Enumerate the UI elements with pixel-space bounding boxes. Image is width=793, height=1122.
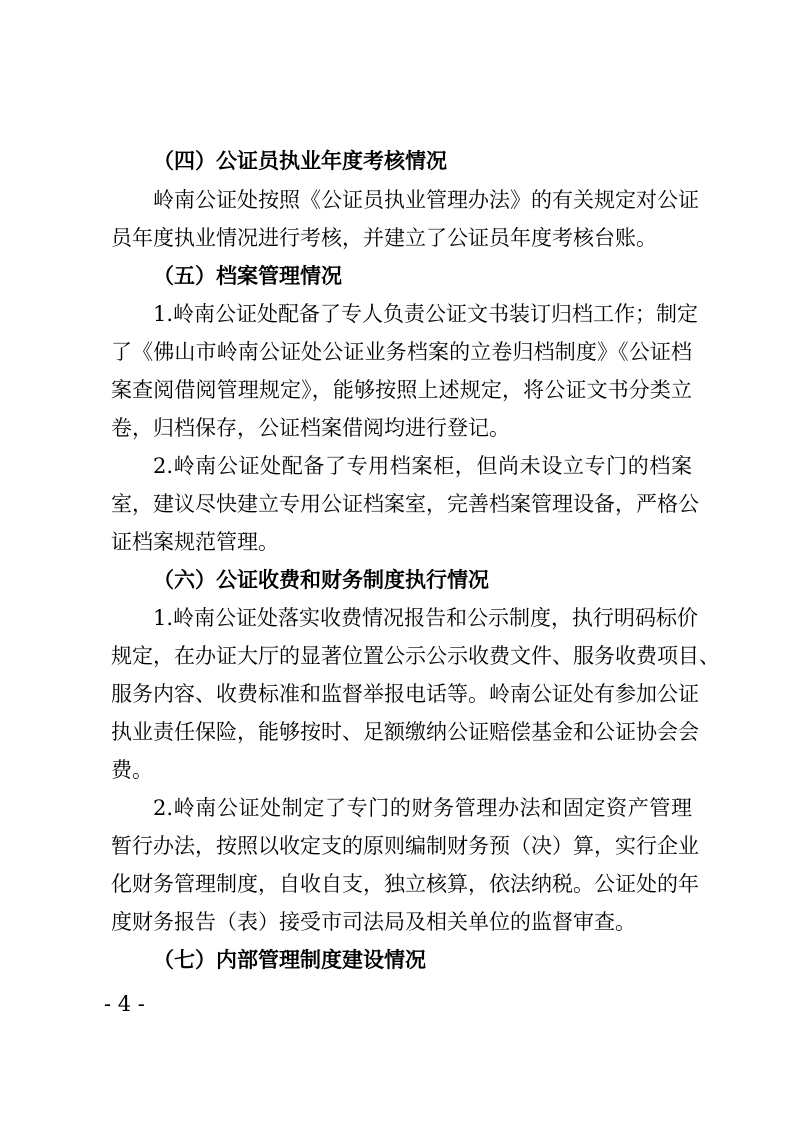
section-5-paragraph-2-line: 2.岭南公证处配备了专用档案柜，但尚未设立专门的档案: [153, 454, 692, 478]
section-4-paragraph-line: 员年度执业情况进行考核，并建立了公证员年度考核台账。: [111, 226, 657, 250]
section-6-paragraph-2-line: 化财务管理制度，自收自支，独立核算，依法纳税。公证处的年: [111, 872, 699, 896]
section-5-heading: （五）档案管理情况: [153, 264, 342, 288]
section-5-paragraph-1-line: 卷，归档保存，公证档案借阅均进行登记。: [111, 416, 510, 440]
section-6-heading: （六）公证收费和财务制度执行情况: [153, 568, 489, 592]
section-5-paragraph-2-line: 室，建议尽快建立专用公证档案室，完善档案管理设备，严格公: [111, 492, 699, 516]
section-6-paragraph-1-line: 费。: [111, 758, 153, 782]
section-5-paragraph-2-line: 证档案规范管理。: [111, 530, 279, 554]
section-7-heading: （七）内部管理制度建设情况: [153, 948, 426, 972]
section-4-paragraph-line: 岭南公证处按照《公证员执业管理办法》的有关规定对公证: [153, 188, 699, 212]
page-number: - 4 -: [104, 992, 145, 1016]
section-4-heading: （四）公证员执业年度考核情况: [153, 149, 447, 173]
section-6-paragraph-2-line: 暂行办法，按照以收定支的原则编制财务预（决）算，实行企业: [111, 834, 699, 858]
section-6-paragraph-2-line: 度财务报告（表）接受市司法局及相关单位的监督审查。: [111, 910, 636, 934]
section-6-paragraph-2-line: 2.岭南公证处制定了专门的财务管理办法和固定资产管理: [153, 796, 692, 820]
section-6-paragraph-1-line: 服务内容、收费标准和监督举报电话等。岭南公证处有参加公证: [111, 682, 699, 706]
section-6-paragraph-1-line: 规定，在办证大厅的显著位置公示公示收费文件、服务收费项目、: [111, 644, 720, 668]
section-5-paragraph-1-line: 案查阅借阅管理规定》，能够按照上述规定，将公证文书分类立: [111, 378, 692, 402]
section-6-paragraph-1-line: 1.岭南公证处落实收费情况报告和公示制度，执行明码标价: [153, 606, 699, 630]
section-5-paragraph-1-line: 了《佛山市岭南公证处公证业务档案的立卷归档制度》《公证档: [111, 340, 692, 364]
section-5-paragraph-1-line: 1.岭南公证处配备了专人负责公证文书装订归档工作；制定: [153, 302, 699, 326]
section-6-paragraph-1-line: 执业责任保险，能够按时、足额缴纳公证赔偿基金和公证协会会: [111, 720, 699, 744]
